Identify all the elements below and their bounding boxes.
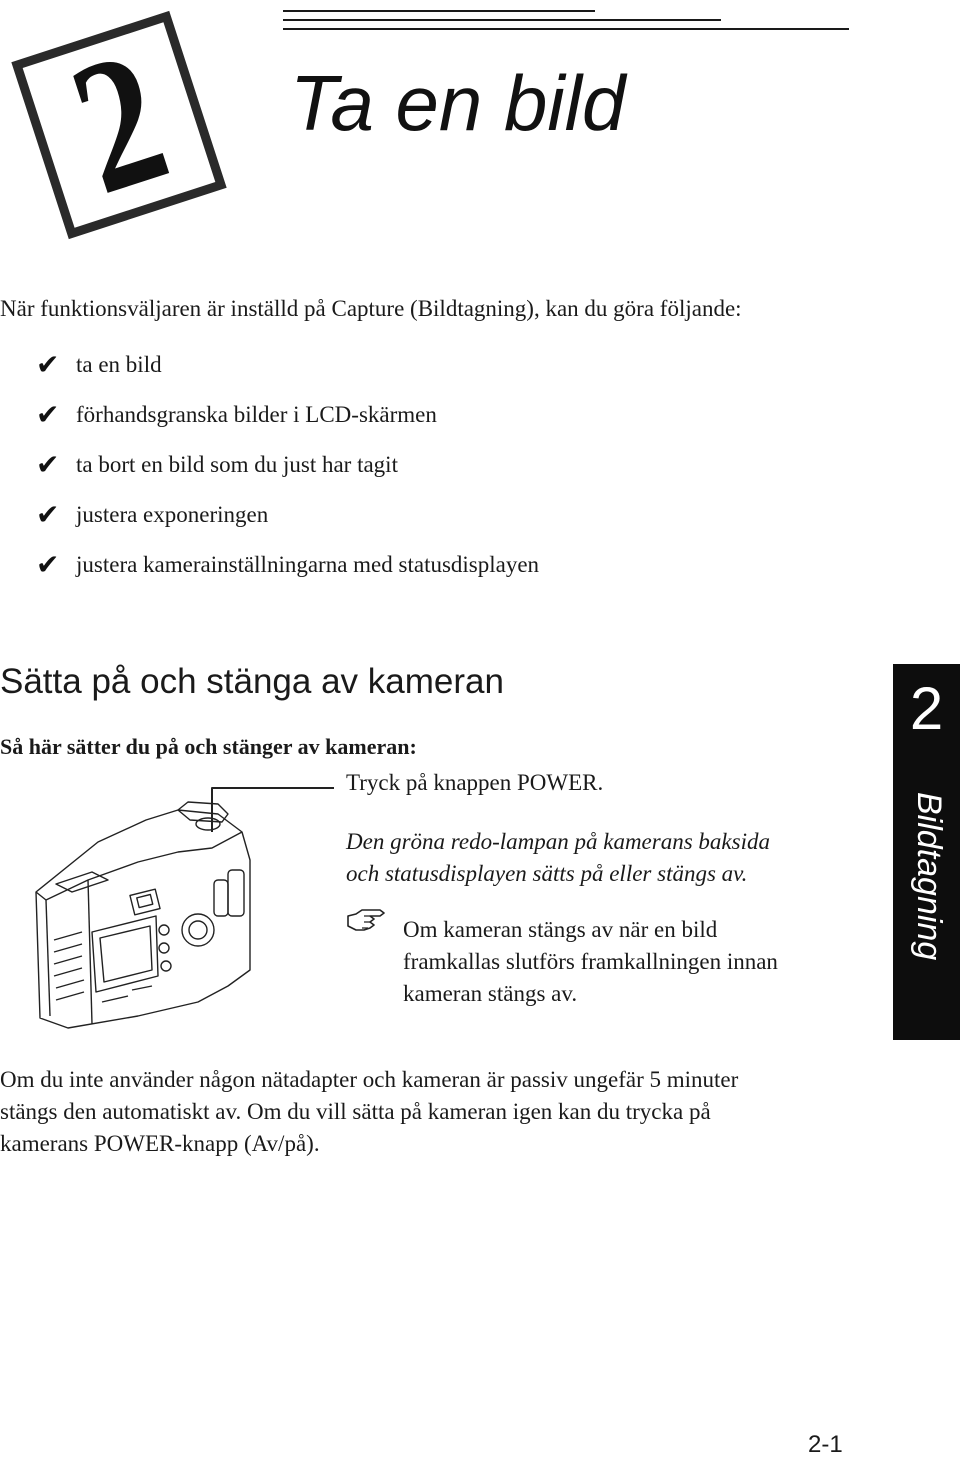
chapter-side-tab xyxy=(893,664,960,1040)
section-lead: Så här sätter du på och stänger av kameran: xyxy=(0,734,417,759)
feature-checklist xyxy=(36,340,539,590)
list-item xyxy=(36,540,539,590)
result-note-line: Den gröna redo-lampan på kamerans baksida xyxy=(346,829,770,854)
section-heading: Sätta på och stänga av kameran xyxy=(0,662,504,701)
list-item-text: förhandsgranska bilder i LCD-skärmen xyxy=(76,402,437,427)
paragraph-line: Om du inte använder någon nätadapter och kameran är passiv ungefär 5 minuter xyxy=(0,1067,739,1092)
pointing-hand-icon xyxy=(346,906,386,934)
page-number: 2-1 xyxy=(808,1431,843,1458)
list-item xyxy=(36,490,539,540)
header-rule-2 xyxy=(283,19,721,21)
chapter-number: 2 xyxy=(49,11,189,235)
tip-note-line: Om kameran stängs av när en bild xyxy=(403,917,718,942)
tip-note-line: framkallas slutförs framkallningen innan xyxy=(403,949,778,974)
power-step: Tryck på knappen POWER. xyxy=(346,770,604,795)
chapter-title: Ta en bild xyxy=(290,59,626,147)
list-item-text: justera kamerainställningarna med statusdisplayen xyxy=(76,552,540,577)
tip-note-line: kameran stängs av. xyxy=(403,981,578,1006)
header-rule-3 xyxy=(283,28,849,30)
paragraph-line: stängs den automatiskt av. Om du vill sätta på kameran igen kan du trycka på xyxy=(0,1099,711,1124)
checkmark-icon: ✔ xyxy=(36,548,60,581)
list-item-text: ta bort en bild som du just har tagit xyxy=(76,452,398,477)
side-tab-label: Bildtagning xyxy=(910,792,948,961)
list-item-text: ta en bild xyxy=(76,352,162,377)
auto-off-paragraph xyxy=(0,1064,850,1160)
checkmark-icon: ✔ xyxy=(36,348,60,381)
tip-note xyxy=(403,914,843,1010)
checkmark-icon: ✔ xyxy=(36,398,60,431)
result-note-line: och statusdisplayen sätts på eller stängs av. xyxy=(346,861,748,886)
result-note xyxy=(346,826,846,890)
list-item xyxy=(36,390,539,440)
checkmark-icon: ✔ xyxy=(36,498,60,531)
list-item xyxy=(36,340,539,390)
list-item-text: justera exponeringen xyxy=(76,502,269,527)
paragraph-line: kamerans POWER-knapp (Av/på). xyxy=(0,1131,320,1156)
checkmark-icon: ✔ xyxy=(36,448,60,481)
header-rule-1 xyxy=(283,10,595,12)
side-tab-number: 2 xyxy=(909,675,944,742)
camera-illustration xyxy=(28,780,348,1040)
intro-text: När funktionsväljaren är inställd på Capture (Bildtagning), kan du göra följande: xyxy=(0,296,742,321)
list-item xyxy=(36,440,539,490)
